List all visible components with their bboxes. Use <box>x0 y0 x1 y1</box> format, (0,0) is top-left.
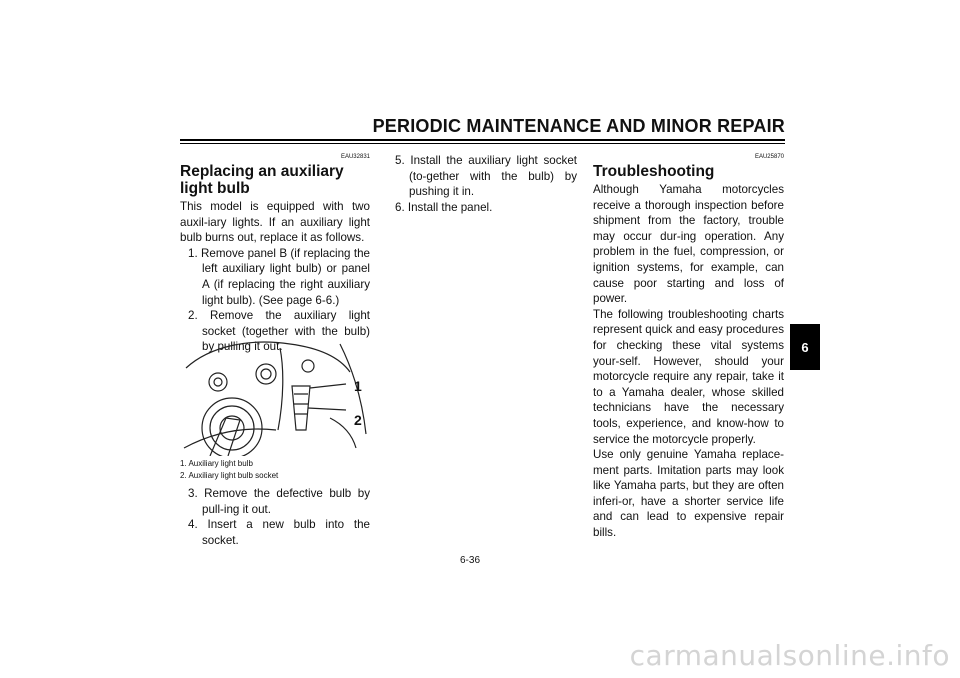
middle-column <box>387 153 577 215</box>
step-item: 5. Install the auxiliary light socket (to-gether with the bulb) by pushing it in. <box>395 154 577 199</box>
caption-item: 1. Auxiliary light bulb <box>180 459 253 468</box>
body-paragraph: The following troubleshooting charts represent quick and easy procedures for checking these vital systems your-self. However, should your motorcycle require any repair, take it to a Yamaha dealer, whose skilled technicians have the necessary tools, experience, and know-how to service the motorcycle properly. <box>593 307 784 446</box>
left-column-continued <box>180 486 370 548</box>
header-rule-thin <box>180 143 785 144</box>
right-column <box>593 153 784 541</box>
watermark: carmanualsonline.info <box>629 639 950 672</box>
step-item: 6. Install the panel. <box>395 200 493 214</box>
section-code: EAU25870 <box>754 154 784 160</box>
step-item: 4. Insert a new bulb into the socket. <box>188 518 370 547</box>
body-paragraph: Although Yamaha motorcycles receive a thorough inspection before shipment from the factory, trouble may occur dur-ing operation. Any problem in the fuel, compression, or ignition systems, for example, can cause poor starting and loss of power. <box>593 183 784 306</box>
caption-item: 2. Auxiliary light bulb socket <box>180 471 279 480</box>
left-column <box>180 153 370 355</box>
page-header-title: PERIODIC MAINTENANCE AND MINOR REPAIR <box>372 116 785 136</box>
figure-captions <box>180 458 278 482</box>
intro-paragraph: This model is equipped with two auxil-iary lights. If an auxiliary light bulb burns out, replace it as follows. <box>180 200 370 245</box>
step-item: 1. Remove panel B (if replacing the left auxiliary light bulb) or panel A (if replacing the right auxiliary light bulb). (See page 6-6.) <box>188 246 370 307</box>
step-item: 2. Remove the auxiliary light socket (together with the bulb) by pulling it out. <box>188 309 370 354</box>
page-number: 6-36 <box>460 555 481 566</box>
header-rule <box>180 139 785 141</box>
section-title: Replacing an auxiliary light bulb <box>180 163 344 197</box>
section-title: Troubleshooting <box>593 163 715 180</box>
callout-1: 1 <box>354 378 362 394</box>
chapter-tab: 6 <box>790 324 820 370</box>
section-code: EAU32831 <box>340 154 370 160</box>
callout-2: 2 <box>354 412 362 428</box>
auxiliary-light-illustration <box>180 338 370 456</box>
step-item: 3. Remove the defective bulb by pull-ing it out. <box>188 487 370 516</box>
body-paragraph: Use only genuine Yamaha replace-ment parts. Imitation parts may look like Yamaha parts, but they are often inferi-or, have a shorter service life and can lead to expensive repair bills. <box>593 448 784 540</box>
auxiliary-light-figure <box>180 338 370 456</box>
